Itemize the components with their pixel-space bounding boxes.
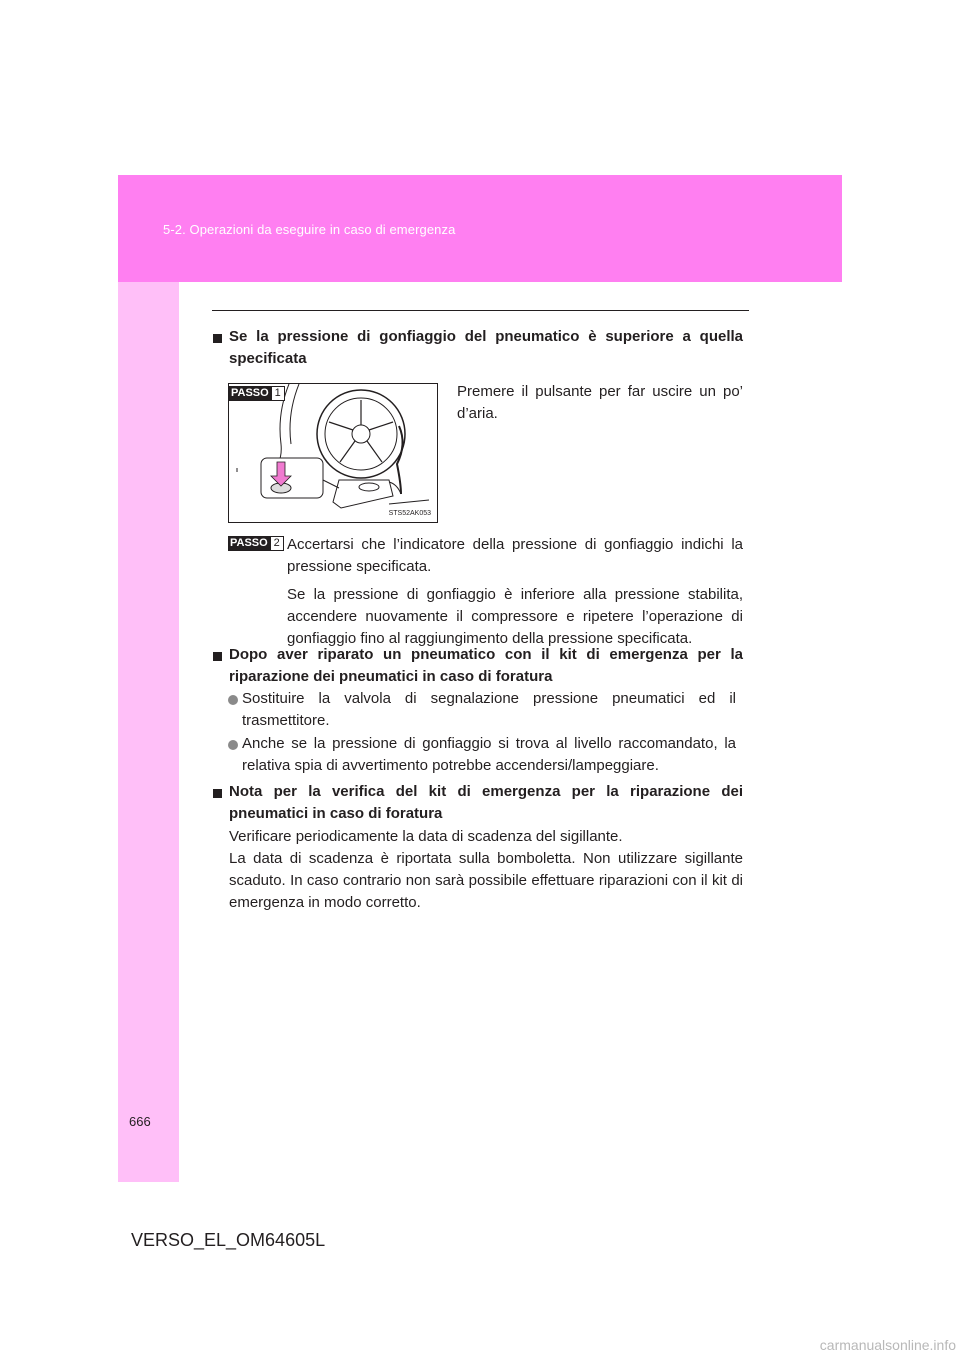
step1-number: 1 xyxy=(271,386,285,401)
page-number: 666 xyxy=(129,1114,151,1129)
heading-square-icon xyxy=(213,789,222,798)
step2-badge xyxy=(228,536,284,551)
block2-heading: Dopo aver riparato un pneumatico con il kit di emergenza per la riparazione dei pneumatici in caso di foratura xyxy=(229,646,743,685)
top-rule xyxy=(212,310,749,311)
watermark-link[interactable]: carmanualsonline.info xyxy=(819,1337,956,1353)
block1-heading: Se la pressione di gonfiaggio del pneumatico è superiore a quella specificata xyxy=(229,328,743,367)
step1-text: Premere il pulsante per far uscire un po’ d’aria. xyxy=(457,383,743,422)
heading-square-icon xyxy=(213,652,222,661)
figure-code: STS52AK053 xyxy=(388,510,431,517)
bullet-dot-icon xyxy=(228,740,238,750)
wheel-compressor-illustration xyxy=(229,384,437,522)
step1-word: PASSO xyxy=(231,387,269,399)
compressor-figure xyxy=(228,383,438,523)
step1-badge xyxy=(229,386,285,401)
block2-bullet-1: Sostituire la valvola di segnalazione pressione pneumatici ed il trasmettitore. xyxy=(242,690,736,729)
block3-heading: Nota per la verifica del kit di emergenza per la riparazione dei pneumatici in caso di foratura xyxy=(229,783,743,822)
step2-number: 2 xyxy=(270,536,284,551)
document-code: VERSO_EL_OM64605L xyxy=(131,1230,326,1250)
step2-text: Accertarsi che l’indicatore della pressione di gonfiaggio indichi la pressione specificata. xyxy=(287,536,743,575)
step2-word: PASSO xyxy=(230,537,268,549)
step2-note: Se la pressione di gonfiaggio è inferiore alla pressione stabilita, accendere nuovamente il compressore e ripetere l’operazione di gonfiaggio fino al raggiungimento della pressione specificata. xyxy=(287,586,743,647)
bullet-dot-icon xyxy=(228,695,238,705)
section-title: 5-2. Operazioni da eseguire in caso di emergenza xyxy=(163,222,456,237)
block3-line1: Verificare periodicamente la data di scadenza del sigillante. xyxy=(229,828,623,845)
side-band xyxy=(118,282,179,1182)
block3-paragraph: La data di scadenza è riportata sulla bomboletta. Non utilizzare sigillante scaduto. In caso contrario non sarà possibile effettuare riparazioni con il kit di emergenza in modo corretto. xyxy=(229,850,743,911)
block2-bullet-2: Anche se la pressione di gonfiaggio si trova al livello raccomandato, la relativa spia di avvertimento potrebbe accendersi/lampeggiare. xyxy=(242,735,736,774)
heading-square-icon xyxy=(213,334,222,343)
